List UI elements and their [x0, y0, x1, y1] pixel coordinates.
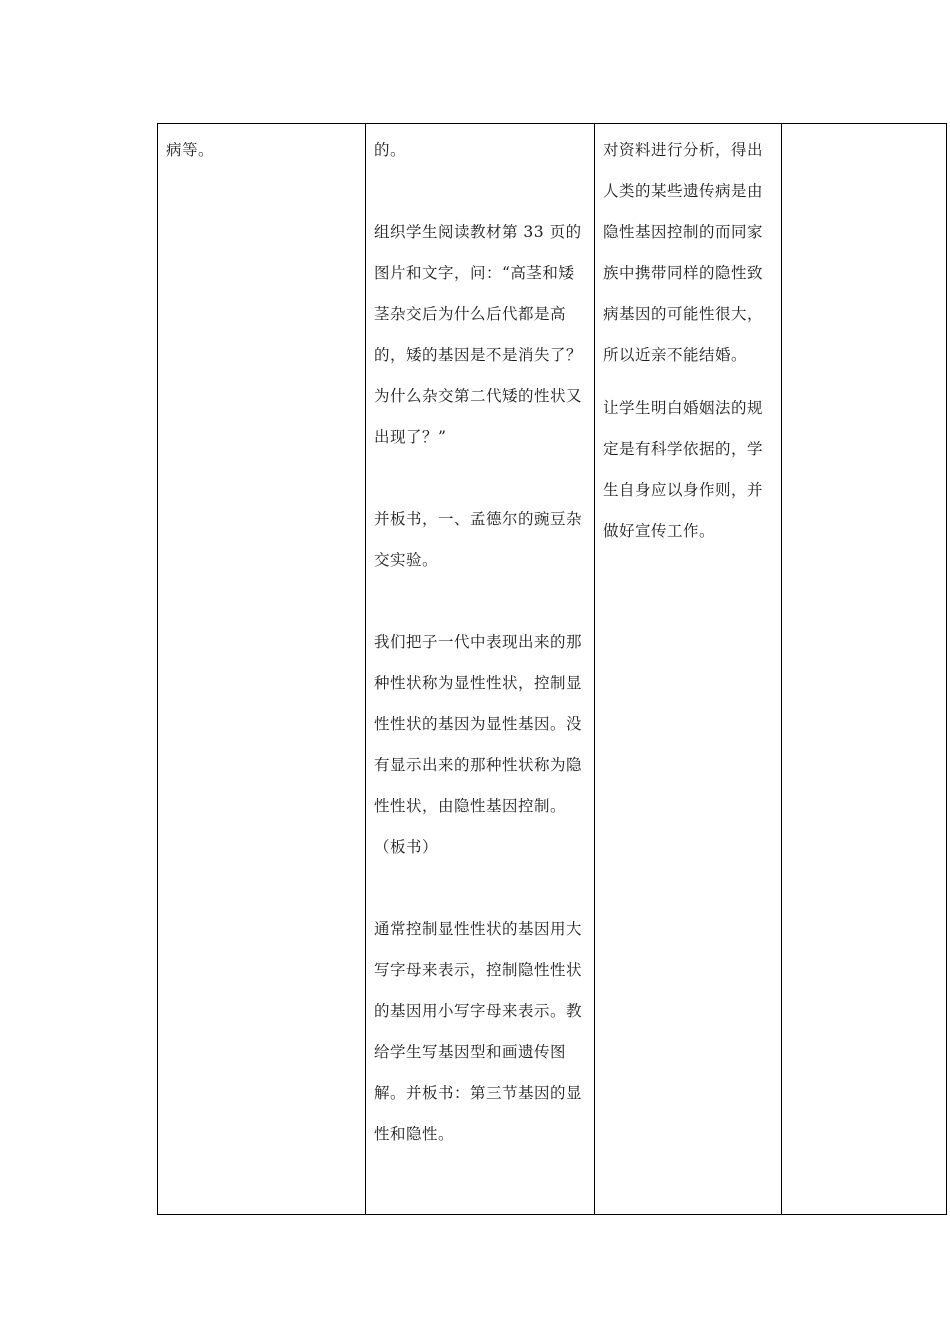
paragraph: 的。 [374, 141, 407, 159]
paragraph: 让学生明白婚姻法的规定是有科学依据的，学生自身应以身作则，并做好宣传工作。 [603, 399, 764, 540]
table-cell-student-activity [595, 124, 782, 1214]
table-cell-col4 [782, 124, 948, 1214]
table-cell-col1 [158, 124, 366, 1214]
table-cell-teacher-activity [366, 124, 595, 1214]
paragraph: 组织学生阅读教材第 33 页的图片和文字，问：“高茎和矮茎杂交后为什么后代都是高的，矮的基因是不是消失了？为什么杂交第二代矮的性状又出现了？” [374, 223, 583, 446]
lesson-plan-table [157, 123, 947, 1215]
paragraph: 通常控制显性性状的基因用大写字母来表示，控制隐性性状的基因用小写字母来表示。教给学生写基因型和画遗传图解。并板书：第三节基因的显性和隐性。 [374, 920, 583, 1143]
paragraph: 并板书，一、孟德尔的豌豆杂交实验。 [374, 510, 583, 569]
cell-text: 病等。 [166, 141, 215, 159]
paragraph: 对资料进行分析，得出人类的某些遗传病是由隐性基因控制的而同家族中携带同样的隐性致病基因的可能性很大，所以近亲不能结婚。 [603, 141, 764, 364]
paragraph: 我们把子一代中表现出来的那种性状称为显性性状，控制显性性状的基因为显性基因。没有显示出来的那种性状称为隐性性状，由隐性基因控制。（板书） [374, 633, 583, 856]
